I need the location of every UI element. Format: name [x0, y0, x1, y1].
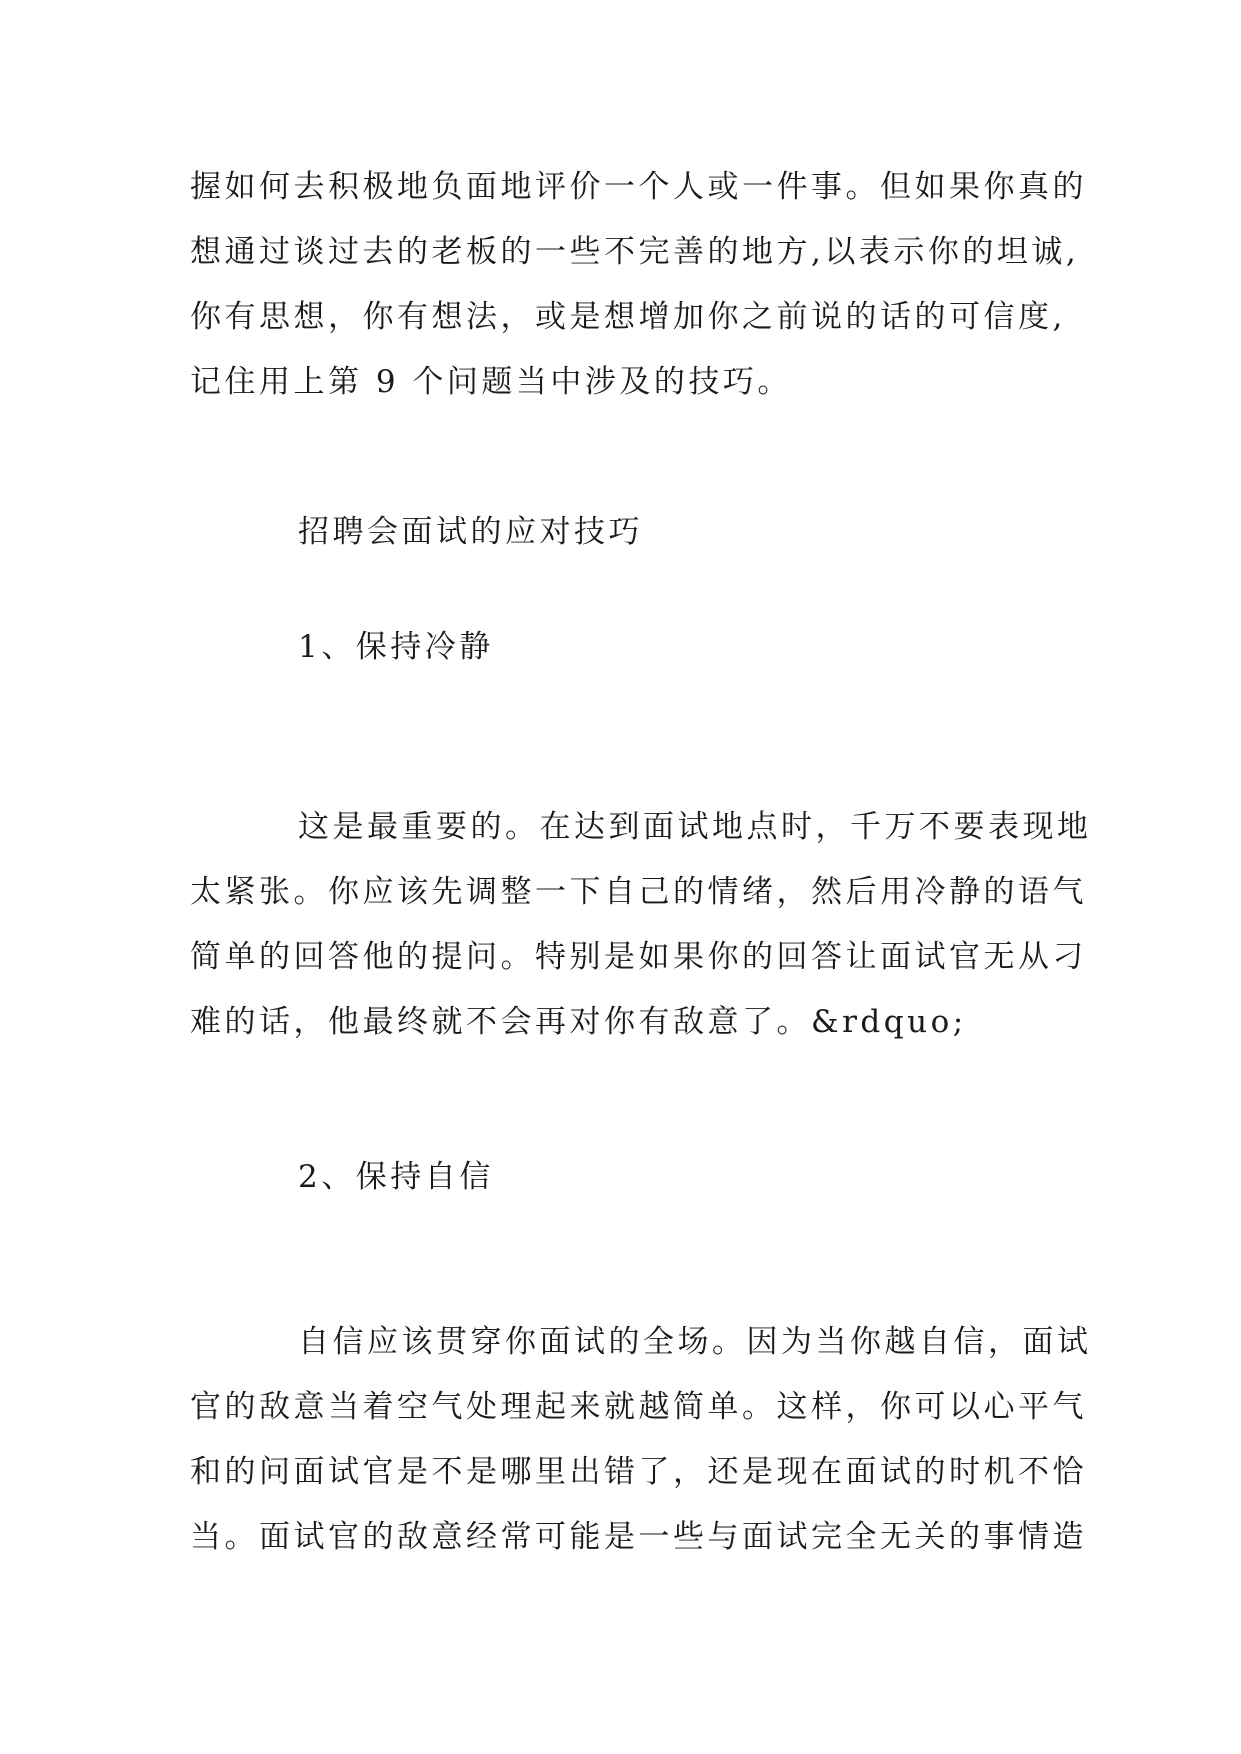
paragraph-line: 记住用上第 9 个问题当中涉及的技巧。: [190, 364, 792, 400]
tip-heading: 2、保持自信: [298, 1159, 494, 1195]
paragraph-line: 难的话，他最终就不会再对你有敌意了。&rdquo;: [190, 1004, 967, 1040]
paragraph-line: 官的敌意当着空气处理起来就越简单。这样，你可以心平气: [190, 1389, 1087, 1425]
paragraph-line: 你有思想，你有想法，或是想增加你之前说的话的可信度,: [190, 299, 1066, 335]
paragraph-line: 这是最重要的。在达到面试地点时，千万不要表现地: [298, 809, 1092, 845]
paragraph-line: 和的问面试官是不是哪里出错了，还是现在面试的时机不恰: [190, 1454, 1087, 1490]
paragraph-line: 太紧张。你应该先调整一下自己的情绪，然后用冷静的语气: [190, 874, 1087, 910]
section-heading: 招聘会面试的应对技巧: [298, 514, 643, 550]
paragraph-line: 当。面试官的敌意经常可能是一些与面试完全无关的事情造: [190, 1519, 1087, 1555]
paragraph-line: 自信应该贯穿你面试的全场。因为当你越自信，面试: [298, 1324, 1092, 1360]
paragraph-line: 想通过谈过去的老板的一些不完善的地方,以表示你的坦诚,: [190, 234, 1080, 270]
paragraph-line: 握如何去积极地负面地评价一个人或一件事。但如果你真的: [190, 169, 1087, 205]
paragraph-line: 简单的回答他的提问。特别是如果你的回答让面试官无从刁: [190, 939, 1087, 975]
tip-heading: 1、保持冷静: [298, 629, 494, 665]
